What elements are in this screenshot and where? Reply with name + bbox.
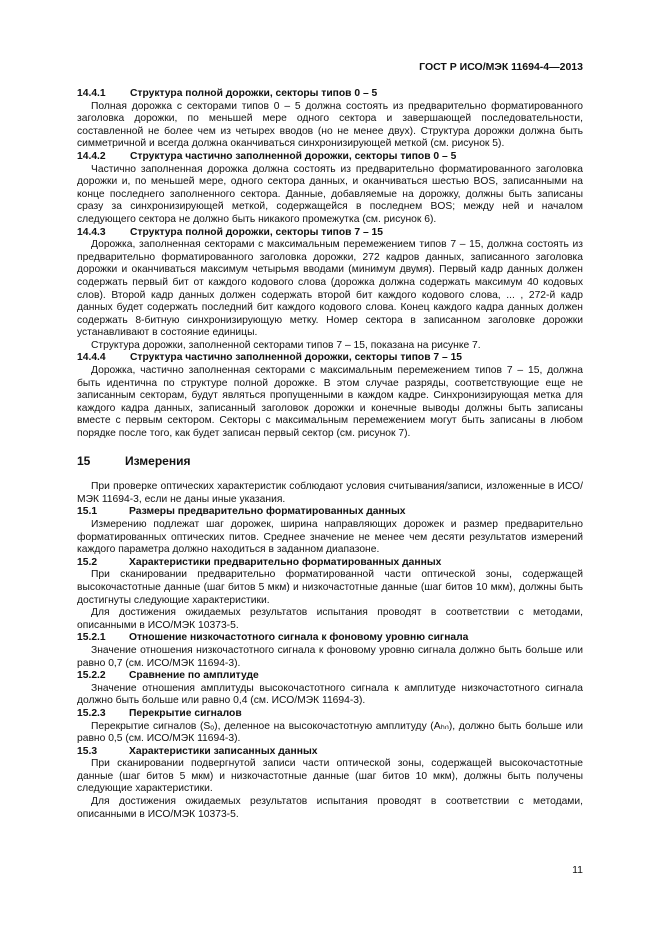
paragraph: При сканировании подвергнутой записи части оптической зоны, содержащей высокочастотные данные (шаг битов 5 мкм) и низкочастотные данные (шаг битов 10 мкм), должны быть получены следующие характеристики. xyxy=(77,758,583,795)
heading-number: 15.1 xyxy=(77,506,98,518)
heading-number: 15.2.2 xyxy=(77,670,106,682)
paragraph: Дорожка, частично заполненная секторами с максимальным перемежением типов 7 – 15, должна быть идентична по структуре полной дорожке. В этом случае разряды, соответствующие еще не записанным секторам, будут являться пропущенными в каждом кадре. Синхронизирующая метка для каждого кадра данных, записанный заголовок дорожки и конечные выводы должны быть записаны вместе с первым сектором. Секторы с максимальным перемежением могут быть записаны в любом порядке после того, как будет записан первый сектор (см. рисунок 7). xyxy=(77,365,583,440)
subsection-heading xyxy=(77,151,583,164)
heading-title: Отношение низкочастотного сигнала к фоновому уровню сигнала xyxy=(129,632,469,644)
subsection-heading xyxy=(77,557,583,570)
paragraph: Измерению подлежат шаг дорожек, ширина направляющих дорожек и размер предварительно форматированных оптических питов. Среднее значение не менее чем десяти результатов измерений каждого параметра должно находиться в заданном диапазоне. xyxy=(77,519,583,556)
heading-title: Сравнение по амплитуде xyxy=(129,670,259,682)
subsection-heading xyxy=(77,670,583,683)
heading-number: 14.4.3 xyxy=(77,226,106,238)
subsection-heading xyxy=(77,632,583,645)
page-number: 11 xyxy=(572,864,583,876)
subsection-heading xyxy=(77,746,583,759)
paragraph: Перекрытие сигналов (Sₒ), деленное на высокочастотную амплитуду (Aₕₙ), должно быть больше или равно 0,5 (см. ИСО/МЭК 11694-3). xyxy=(77,720,583,745)
paragraph: Структура дорожки, заполненной секторами типов 7 – 15, показана на рисунке 7. xyxy=(91,339,481,351)
heading-number: 15 xyxy=(77,453,91,468)
heading-number: 15.2.3 xyxy=(77,707,106,719)
heading-title: Размеры предварительно форматированных данных xyxy=(129,506,406,518)
paragraph: Значение отношения низкочастотного сигнала к фоновому уровню сигнала должно быть больше или равно 0,7 (см. ИСО/МЭК 11694-3). xyxy=(77,644,583,669)
paragraph: При сканировании предварительно форматированной части оптической зоны, содержащей высокочастотные данные (шаг битов 5 мкм) и низкочастотные данные (шаг битов 10 мкм), должны быть достигнуты следующие характеристики. xyxy=(77,569,583,606)
heading-number: 15.2 xyxy=(77,556,98,568)
heading-title: Измерения xyxy=(125,453,191,468)
subsection-heading xyxy=(77,227,583,240)
paragraph: При проверке оптических характеристик соблюдают условия считывания/записи, изложенные в ИСО/МЭК 11694-3, если не даны иные указания. xyxy=(77,481,583,505)
subsection-heading xyxy=(77,708,583,721)
heading-title: Структура полной дорожки, секторы типов 0 – 5 xyxy=(130,88,378,99)
heading-number: 14.4.2 xyxy=(77,150,106,162)
paragraph: Значение отношения амплитуды высокочастотного сигнала к амплитуде низкочастотного сигнала должно быть больше или равно 0,4 (см. ИСО/МЭК 11694-3). xyxy=(77,682,583,707)
heading-title: Перекрытие сигналов xyxy=(129,707,242,719)
document-body xyxy=(77,88,583,821)
paragraph: Для достижения ожидаемых результатов испытания проводят в соответствии с методами, описанными в ИСО/МЭК 10373-5. xyxy=(77,796,583,820)
heading-title: Характеристики записанных данных xyxy=(129,745,318,757)
paragraph: Полная дорожка с секторами типов 0 – 5 должна состоять из предварительно форматированного заголовка дорожки, по меньшей мере одного сектора и завершающей последовательности, составленной не более чем из четырех вводов (но не менее двух). Структура дорожки должна быть симметричной и всегда должна оканчиваться синхронизирующей меткой (см. рисунок 5). xyxy=(77,100,583,150)
heading-number: 14.4.1 xyxy=(77,88,106,99)
paragraph: Частично заполненная дорожка должна состоять из предварительно форматированного заголовка дорожки и, по меньшей мере, одного сектора данных, и оканчиваться шестью BOS, записанными на конце последнего заполненного сектора. Данные, добавляемые на дорожку, должны быть записаны сразу за синхронизирующей меткой, содержащейся в последнем BOS; между ней и началом следующего сектора не должно быть никакого промежутка (см. рисунок 6). xyxy=(77,163,583,225)
subsection-heading xyxy=(77,506,583,519)
subsection-heading xyxy=(77,352,583,365)
heading-number: 14.4.4 xyxy=(77,352,106,364)
document-header: ГОСТ Р ИСО/МЭК 11694-4—2013 xyxy=(419,61,583,73)
heading-title: Структура полной дорожки, секторы типов 7 – 15 xyxy=(130,226,383,238)
paragraph: Дорожка, заполненная секторами с максимальным перемежением типов 7 – 15, должна состоять из предварительно форматированного заголовка дорожки, 272 кадров данных, записанного заголовка дорожки и оканчиваться максимум четырьмя вводами (минимум двумя). Первый кадр данных должен содержать первый бит от каждого кодового слова (дорожка должна содержать максимум 40 кодовых слов). Второй кадр данных должен содержать второй бит каждого кодового слова, ... , 272-й кадр данных будет содержать последний бит каждого кодового слова. Конец каждого кадра данных должен содержать 8-битную синхронизирующую метку. Номер сектора в записанном заголовке дорожки устанавливают в состояние единицы. xyxy=(77,239,583,339)
heading-title: Характеристики предварительно форматированных данных xyxy=(129,556,442,568)
heading-title: Структура частично заполненной дорожки, секторы типов 0 – 5 xyxy=(130,150,457,162)
heading-number: 15.2.1 xyxy=(77,632,106,644)
section-heading xyxy=(77,455,583,468)
paragraph: Для достижения ожидаемых результатов испытания проводят в соответствии с методами, описанными в ИСО/МЭК 10373-5. xyxy=(77,607,583,631)
heading-number: 15.3 xyxy=(77,745,98,757)
subsection-heading xyxy=(77,88,583,101)
heading-title: Структура частично заполненной дорожки, секторы типов 7 – 15 xyxy=(130,352,463,364)
